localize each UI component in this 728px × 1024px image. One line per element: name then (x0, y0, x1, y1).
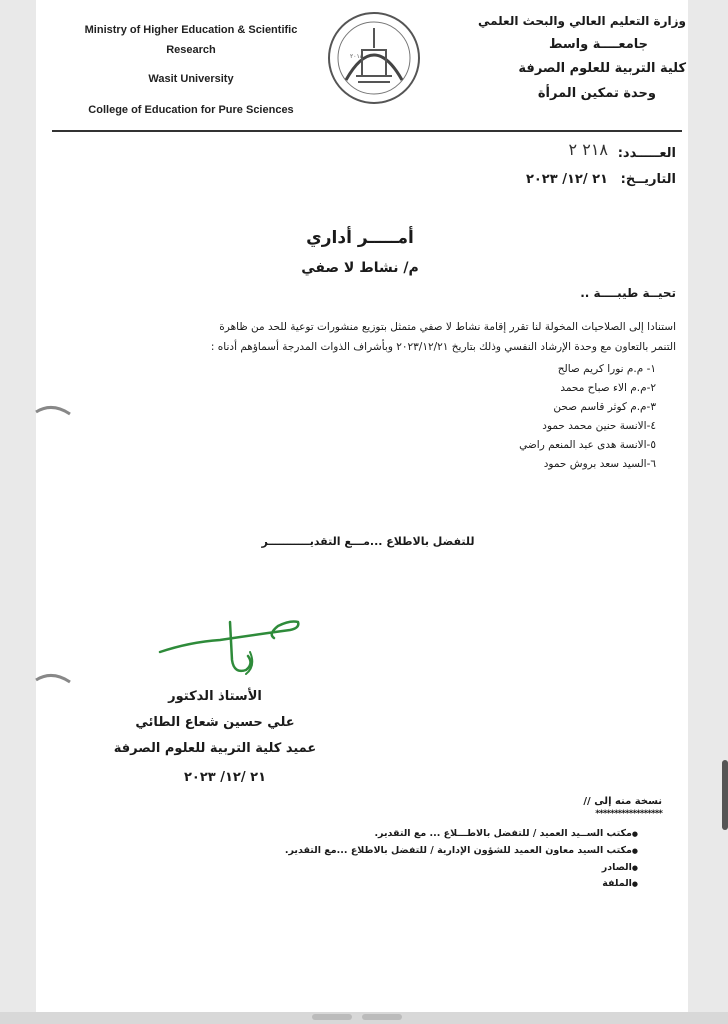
copy-item-4 (602, 878, 644, 889)
signer-position: عميد كلية التربية للعلوم الصرفة (113, 741, 317, 756)
name-item-5: ٥-الانسة هدى عبد المنعم راضي (519, 439, 656, 451)
university-logo-emblem (326, 10, 422, 106)
copies-header: نسخة منه إلى // (583, 796, 662, 807)
header-divider (52, 130, 682, 132)
name-item-1: ١- م.م نورا كريم صالح (557, 363, 656, 375)
bottom-strip (0, 1012, 728, 1024)
college-ar: كلية التربية للعلوم الصرفة (518, 61, 686, 76)
binder-ring-icon (34, 668, 74, 692)
signature-date: ٢١ /١٢/ ٢٠٢٣ (183, 770, 267, 785)
handwritten-signature (150, 612, 310, 682)
binder-ring-icon (34, 400, 74, 424)
strip-mark (312, 1014, 352, 1020)
bullet-icon (632, 828, 644, 839)
unit-ar: وحدة تمكين المرأة (537, 86, 656, 101)
ministry-en-line1: Ministry of Higher Education & Scientific (84, 24, 298, 36)
closing-line: للتفضل بالاطلاع ...مـــع التقديـــــــــــر (261, 535, 475, 548)
bullet-icon (632, 862, 644, 873)
name-item-4: ٤-الانسة حنين محمد حمود (542, 420, 656, 432)
copy-item-3 (602, 862, 644, 873)
bullet-icon (632, 845, 644, 856)
copy-item-1-text: مكتب الســيد العميد / للتفضل بالاطـــلاع ... مع التقدير. (374, 828, 632, 839)
order-subject: م/ نشاط لا صفي (301, 260, 419, 276)
date-value: ٢١ /١٢/ ٢٠٢٣ (525, 172, 608, 187)
svg-text:٢٠١٨: ٢٠١٨ (350, 53, 363, 60)
copy-item-4-text: الملفة (602, 878, 632, 889)
strip-mark (362, 1014, 402, 1020)
ministry-en-line2: Research (166, 44, 216, 56)
number-value: ٢١٨ ٢ (568, 140, 608, 159)
date-label: التاريــخ: (620, 172, 676, 187)
paragraph-line-1: استنادا إلى الصلاحيات المخولة لنا تقرر إقامة نشاط لا صفي متمثل بتوزيع منشورات توعية للحد من ظاهرة (219, 321, 676, 333)
greeting: تحيــة طيبــــة .. (580, 286, 676, 300)
scrollbar-thumb[interactable] (722, 760, 728, 830)
order-title: أمـــــر أداري (306, 228, 414, 248)
paragraph-line-2: التنمر بالتعاون مع وحدة الإرشاد النفسي وذلك بتاريخ ٢٠٢٣/١٢/٢١ وبأشراف الذوات المدرجة أسماؤهم أدناه : (210, 341, 676, 353)
name-item-2: ٢-م.م الاء صباح محمد (560, 382, 656, 394)
ministry-ar: وزارة التعليم العالي والبحث العلمي (477, 14, 686, 28)
signer-name: علي حسين شعاع الطائي (135, 715, 295, 730)
name-item-6: ٦-السيد سعد بروش حمود (543, 458, 656, 470)
copy-item-2 (285, 845, 644, 856)
signer-title: الأستاذ الدكتور (168, 689, 262, 704)
bullet-icon (632, 878, 644, 889)
university-en: Wasit University (148, 73, 234, 85)
college-en: College of Education for Pure Sciences (88, 104, 294, 116)
number-label: العـــــدد: (617, 146, 676, 161)
university-ar: جامعــــة واسط (548, 37, 648, 52)
copy-item-2-text: مكتب السيد معاون العميد للشؤون الإدارية / للتفضل بالاطلاع ...مع التقدير. (284, 845, 632, 856)
copy-item-3-text: الصادر (601, 862, 632, 873)
name-item-3: ٣-م.م كوثر قاسم صحن (553, 401, 656, 413)
copy-item-1 (374, 828, 644, 839)
copies-stars: ****************** (595, 809, 662, 819)
